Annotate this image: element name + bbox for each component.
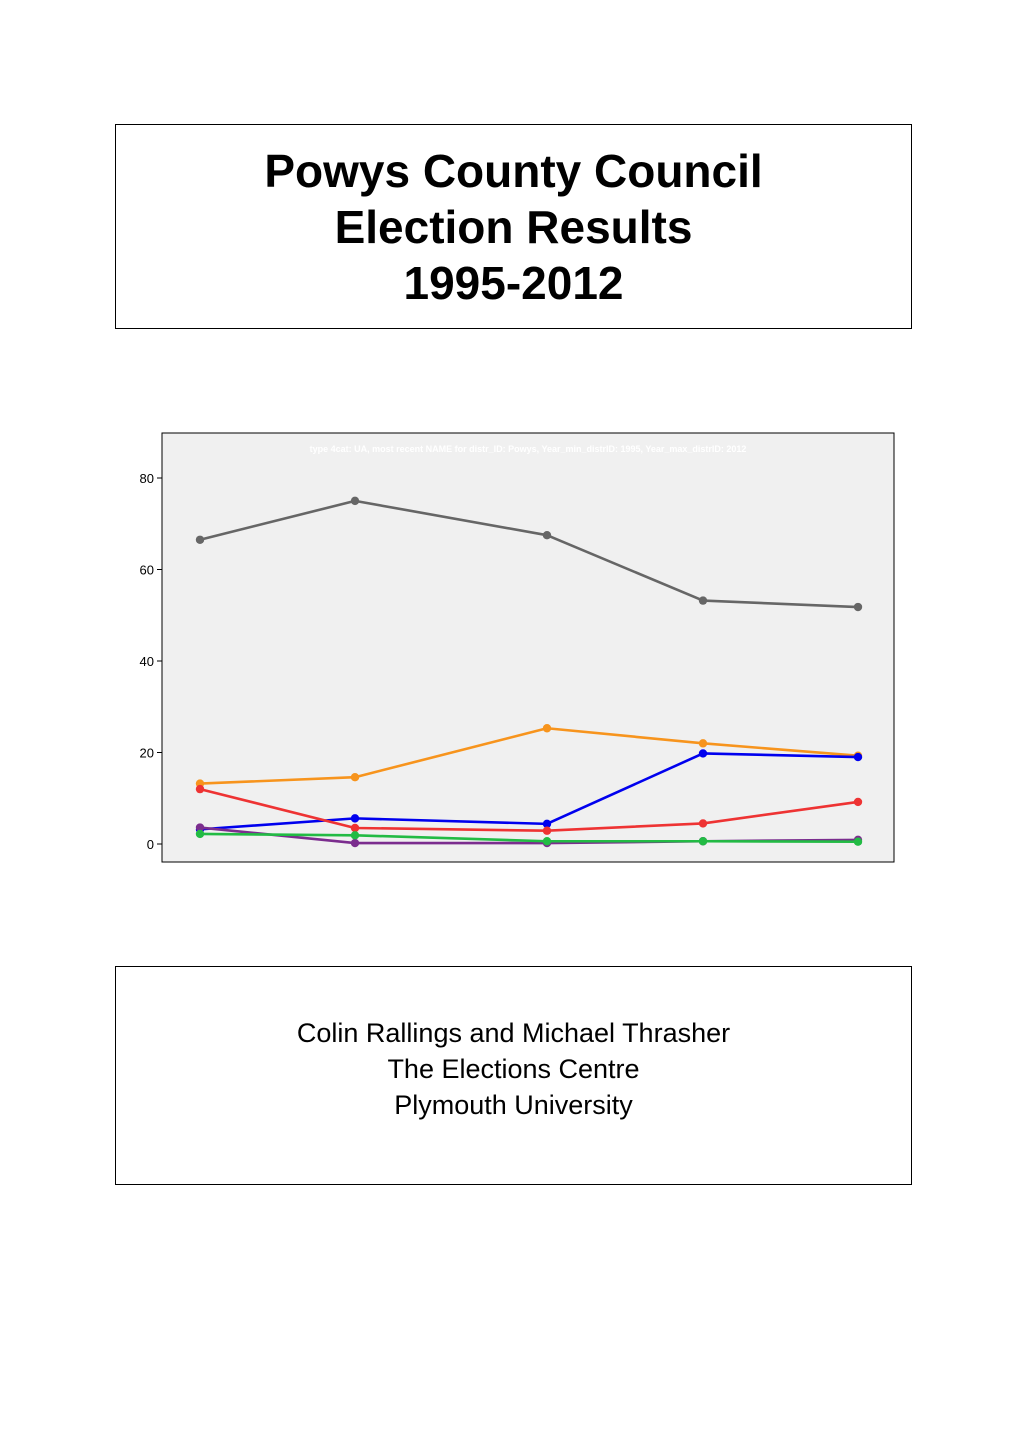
series-2-point (351, 773, 359, 781)
chart-svg (100, 428, 900, 868)
series-2-point (543, 724, 551, 732)
y-tick-label: 0 (146, 837, 154, 852)
authors-centre: The Elections Centre (387, 1054, 640, 1084)
title-line-3: 1995-2012 (403, 256, 624, 309)
series-3-point (854, 753, 862, 761)
series-4-point (854, 798, 862, 806)
series-1-point (699, 596, 707, 604)
series-3-point (351, 814, 359, 822)
title-box (115, 124, 912, 329)
series-4-point (196, 785, 204, 793)
series-1-point (543, 531, 551, 539)
series-2-point (699, 739, 707, 747)
series-5-point (351, 839, 359, 847)
chart-note: type 4cat: UA, most recent NAME for distr_ID: Powys, Year_min_distrID: 1995, Year_max_distrID: 2012 (309, 444, 747, 454)
chart (100, 428, 900, 868)
series-1-point (854, 603, 862, 611)
series-3-point (699, 749, 707, 757)
title-line-2: Election Results (334, 200, 693, 253)
series-4-point (699, 819, 707, 827)
plot-area (162, 433, 894, 862)
y-tick-label: 20 (139, 745, 154, 761)
series-6-point (699, 837, 707, 845)
series-4-point (351, 824, 359, 832)
series-6-point (543, 837, 551, 845)
series-1-point (196, 536, 204, 544)
authors-names: Colin Rallings and Michael Thrasher (296, 1018, 731, 1048)
series-6-point (854, 838, 862, 846)
authors-box (115, 966, 912, 1185)
series-6-point (351, 831, 359, 839)
y-tick-label: 60 (139, 562, 154, 578)
y-tick-label: 40 (139, 654, 154, 669)
series-4-point (543, 827, 551, 835)
y-tick-label: 80 (139, 471, 154, 486)
authors-university: Plymouth University (394, 1090, 633, 1120)
title-line-1: Powys County Council (264, 144, 763, 197)
series-6-point (196, 830, 204, 838)
series-1-point (351, 497, 359, 505)
